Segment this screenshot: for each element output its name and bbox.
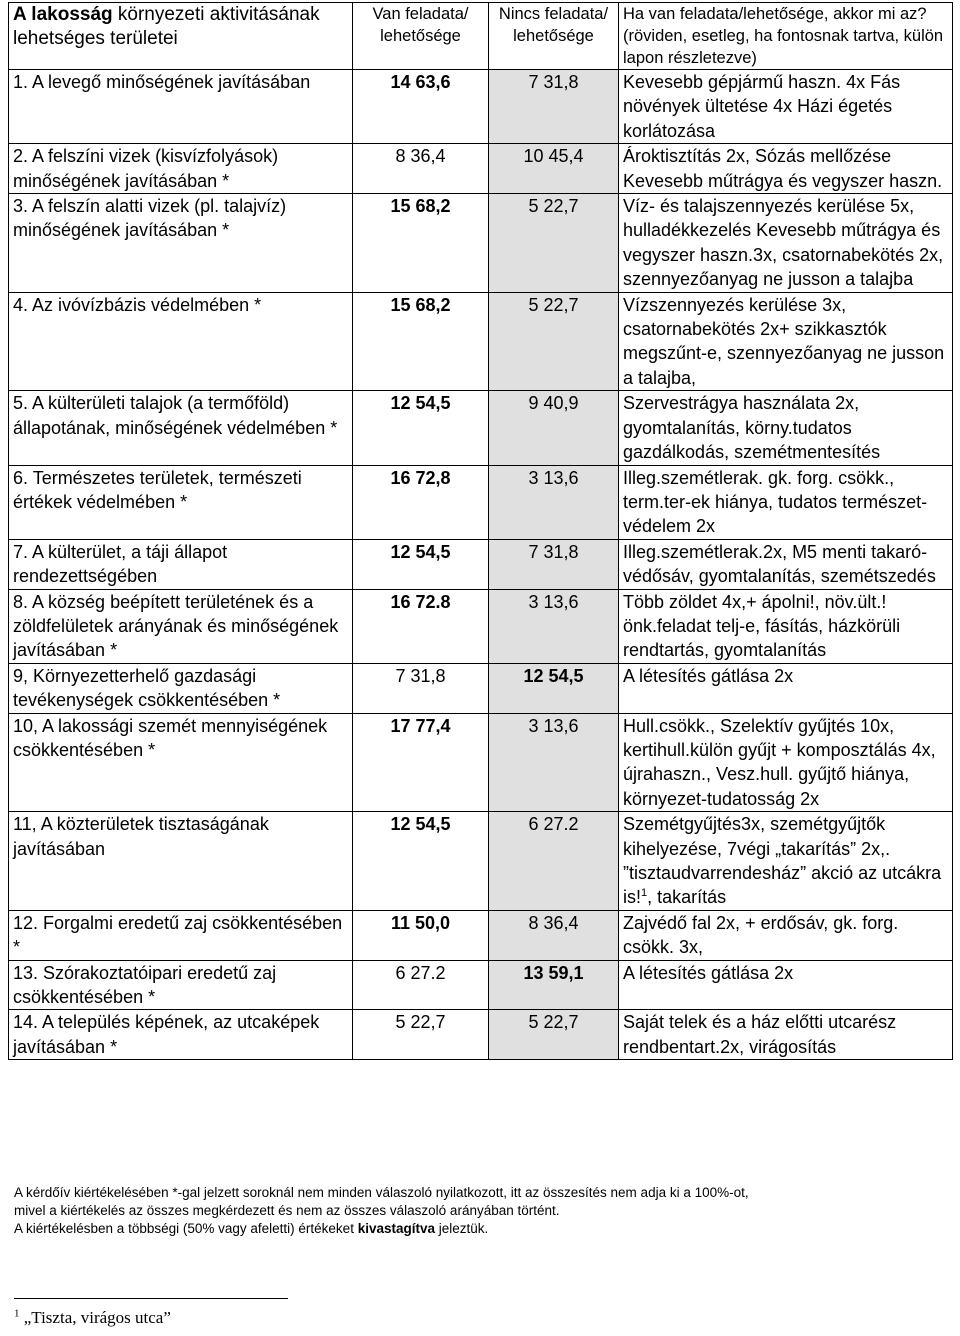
detail-cell-text: Szervestrágya használata 2x, gyomtalanítás, körny.tudatos gazdálkodás, szemétmentesítés xyxy=(623,393,881,463)
table-row xyxy=(9,539,953,589)
area-cell-text: 9, Környezetterhelő gazdasági tevékenységek csökkentésében * xyxy=(13,665,281,711)
has-task-cell-text: 16 72.8 xyxy=(390,591,451,612)
detail-cell xyxy=(619,539,953,589)
has-task-cell xyxy=(353,70,489,144)
has-task-cell xyxy=(353,960,489,1010)
evaluation-notes xyxy=(14,1184,944,1238)
area-cell xyxy=(9,292,353,391)
table-row xyxy=(9,663,953,713)
no-task-cell-text: 7 31,8 xyxy=(528,541,579,562)
has-task-cell xyxy=(353,663,489,713)
has-task-cell xyxy=(353,465,489,539)
has-task-cell xyxy=(353,292,489,391)
detail-cell-text: Kevesebb gépjármű haszn. 4x Fás növények ültetése 4x Házi égetés korlátozása xyxy=(623,72,901,141)
no-task-cell xyxy=(489,812,619,911)
detail-cell xyxy=(619,194,953,293)
no-task-cell-text: 3 13,6 xyxy=(528,591,579,612)
area-cell-text: 2. A felszíni vizek (kisvízfolyások) minőségének javításában * xyxy=(13,146,279,191)
detail-cell-text: Vízszennyezés kerülése 3x, csatornabekötés 2x+ szikkasztók megszűnt-e, szennyezőanyag ne jusson a talajba, xyxy=(623,294,945,388)
footnote-ref: 1 xyxy=(641,887,648,900)
detail-cell-text: Illeg.szemétlerak.2x, M5 menti takaró-védősáv, gyomtalanítás, szemétszedés xyxy=(623,541,936,587)
area-cell-text: 1. A levegő minőségének javításában xyxy=(13,72,311,92)
has-task-cell-text: 11 50,0 xyxy=(390,912,451,933)
has-task-cell-text: 12 54,5 xyxy=(390,814,451,835)
note-line-1: A kérdőív kiértékelésében *-gal jelzett soroknál nem minden válaszoló nyilatkozott, itt az összesítés nem adja ki a 100%-ot, xyxy=(14,1185,749,1200)
detail-cell-text: Zajvédő fal 2x, + erdősáv, gk. forg. csökk. 3x, xyxy=(623,912,899,958)
no-task-cell xyxy=(489,960,619,1010)
table-row xyxy=(9,194,953,293)
area-cell xyxy=(9,960,353,1010)
footnote-text: „Tiszta, virágos utca” xyxy=(23,1308,171,1327)
has-task-cell-text: 15 68,2 xyxy=(390,294,451,315)
detail-cell xyxy=(619,663,953,713)
detail-cell-text: Több zöldet 4x,+ ápolni!, növ.ült.! önk.feladat telj-e, fásítás, házkörüli rendtartás, gyomtalanítás xyxy=(623,591,901,661)
no-task-cell xyxy=(489,465,619,539)
area-cell-text: 6. Természetes területek, természeti értékek védelmében * xyxy=(13,467,302,512)
table-row xyxy=(9,1010,953,1060)
area-cell-text: 4. Az ivóvízbázis védelmében * xyxy=(13,294,262,315)
no-task-cell xyxy=(489,391,619,465)
area-cell xyxy=(9,144,353,194)
footnote-mark: 1 xyxy=(14,1307,20,1320)
has-task-cell-text: 17 77,4 xyxy=(390,715,451,736)
no-task-cell-text: 9 40,9 xyxy=(528,393,579,414)
header-row xyxy=(9,3,953,70)
table-row xyxy=(9,960,953,1010)
has-task-cell xyxy=(353,1010,489,1060)
header-no-task: Nincs feladata/ lehetősége xyxy=(489,3,619,70)
area-cell xyxy=(9,1010,353,1060)
detail-cell xyxy=(619,70,953,144)
area-cell xyxy=(9,391,353,465)
detail-cell-text: A létesítés gátlása 2x xyxy=(623,665,794,686)
has-task-cell-text: 12 54,5 xyxy=(390,541,451,562)
no-task-cell-text: 3 13,6 xyxy=(528,467,579,488)
header-area xyxy=(9,3,353,70)
has-task-cell xyxy=(353,391,489,465)
table-row xyxy=(9,465,953,539)
has-task-cell xyxy=(353,812,489,911)
detail-cell-text: Szemétgyűjtés3x, szemétgyűjtők kihelyezése, 7végi „takarítás” 2x,. ”tisztaudvarrendesház” akció az utcákra is! xyxy=(623,814,942,908)
has-task-cell xyxy=(353,910,489,960)
table-row xyxy=(9,292,953,391)
no-task-cell-text: 8 36,4 xyxy=(528,912,579,933)
has-task-cell-text: 16 72,8 xyxy=(390,467,451,488)
no-task-cell xyxy=(489,713,619,812)
detail-cell xyxy=(619,144,953,194)
detail-cell xyxy=(619,589,953,663)
note-line-3-bold: kivastagítva xyxy=(357,1221,435,1236)
detail-cell xyxy=(619,465,953,539)
has-task-cell xyxy=(353,539,489,589)
detail-cell xyxy=(619,1010,953,1060)
header-area-rest: környezeti aktivitásának lehetséges területei xyxy=(13,4,320,50)
area-cell xyxy=(9,663,353,713)
note-line-2: mivel a kiértékelés az összes megkérdezett és nem az összes válaszoló arányában történt. xyxy=(14,1203,560,1218)
has-task-cell xyxy=(353,589,489,663)
footnote-separator xyxy=(14,1298,288,1299)
has-task-cell xyxy=(353,144,489,194)
area-cell xyxy=(9,589,353,663)
no-task-cell xyxy=(489,292,619,391)
area-cell xyxy=(9,910,353,960)
table-row xyxy=(9,391,953,465)
no-task-cell xyxy=(489,70,619,144)
no-task-cell xyxy=(489,663,619,713)
no-task-cell-text: 6 27.2 xyxy=(528,814,579,835)
has-task-cell-text: 8 36,4 xyxy=(395,146,446,167)
no-task-cell xyxy=(489,589,619,663)
table-row xyxy=(9,144,953,194)
header-details: Ha van feladata/lehetősége, akkor mi az? (röviden, esetleg, ha fontosnak tartva, külön lapon részletezve) xyxy=(619,3,953,70)
no-task-cell-text: 5 22,7 xyxy=(528,1012,579,1033)
has-task-cell-text: 14 63,6 xyxy=(390,72,451,92)
area-cell-text: 5. A külterületi talajok (a termőföld) állapotának, minőségének védelmében * xyxy=(13,393,338,438)
area-cell-text: 7. A külterület, a táji állapot rendezettségében xyxy=(13,541,228,587)
detail-cell xyxy=(619,812,953,911)
table-row xyxy=(9,713,953,812)
detail-cell-text: Ároktisztítás 2x, Sózás mellőzése Kevesebb műtrágya és vegyszer haszn. xyxy=(623,146,943,191)
area-cell xyxy=(9,713,353,812)
note-line-3-pre: A kiértékelésben a többségi (50% vagy afeletti) értékeket xyxy=(14,1221,358,1236)
no-task-cell-text: 7 31,8 xyxy=(528,72,579,92)
has-task-cell xyxy=(353,194,489,293)
area-cell-text: 13. Szórakoztatóipari eredetű zaj csökkentésében * xyxy=(13,962,277,1008)
area-cell xyxy=(9,539,353,589)
detail-cell-text: Illeg.szemétlerak. gk. forg. csökk., term.ter-ek hiánya, tudatos természet-védelem 2x xyxy=(623,467,928,537)
area-cell-text: 11, A közterületek tisztaságának javításában xyxy=(13,814,269,859)
table-row xyxy=(9,812,953,911)
detail-cell xyxy=(619,960,953,1010)
no-task-cell xyxy=(489,144,619,194)
header-has-task: Van feladata/ lehetősége xyxy=(353,3,489,70)
note-line-3 xyxy=(14,1220,944,1238)
table-row xyxy=(9,589,953,663)
area-cell xyxy=(9,194,353,293)
has-task-cell-text: 12 54,5 xyxy=(390,393,451,414)
has-task-cell-text: 7 31,8 xyxy=(395,665,446,686)
area-cell-text: 14. A település képének, az utcaképek javításában * xyxy=(13,1012,320,1057)
no-task-cell xyxy=(489,194,619,293)
no-task-cell-text: 13 59,1 xyxy=(523,962,584,983)
detail-cell xyxy=(619,910,953,960)
no-task-cell xyxy=(489,539,619,589)
no-task-cell-text: 5 22,7 xyxy=(528,294,579,315)
detail-cell xyxy=(619,713,953,812)
detail-cell-text: Hull.csökk., Szelektív gyűjtés 10x, kertihull.külön gyűjt + komposztálás 4x, újrahaszn., Vesz.hull. gyűjtő hiánya, környezet-tudatosság 2x xyxy=(623,715,936,809)
has-task-cell xyxy=(353,713,489,812)
has-task-cell-text: 6 27.2 xyxy=(395,962,446,983)
no-task-cell-text: 5 22,7 xyxy=(528,196,579,217)
area-cell-text: 12. Forgalmi eredetű zaj csökkentésében * xyxy=(13,912,343,958)
area-cell-text: 10, A lakossági szemét mennyiségének csökkentésében * xyxy=(13,715,328,760)
detail-cell-text: A létesítés gátlása 2x xyxy=(623,962,794,983)
no-task-cell xyxy=(489,910,619,960)
area-cell xyxy=(9,465,353,539)
note-line-3-post: jeleztük. xyxy=(435,1221,489,1236)
survey-table xyxy=(8,2,953,1060)
detail-cell xyxy=(619,391,953,465)
no-task-cell-text: 10 45,4 xyxy=(523,146,584,167)
detail-cell xyxy=(619,292,953,391)
header-area-bold: A lakosság xyxy=(13,4,113,25)
detail-after-text: , takarítás xyxy=(647,887,727,908)
has-task-cell-text: 5 22,7 xyxy=(395,1012,446,1033)
detail-cell-text: Víz- és talajszennyezés kerülése 5x, hulladékkezelés Kevesebb műtrágya és vegyszer haszn.3x, csatornabekötés 2x, szennyezőanyag ne jusson a talajba xyxy=(623,196,944,290)
area-cell-text: 8. A község beépített területének és a zöldfelületek arányának és minőségének javításában * xyxy=(13,591,339,661)
area-cell-text: 3. A felszín alatti vizek (pl. talajvíz) minőségének javításában * xyxy=(13,196,287,241)
table-row xyxy=(9,910,953,960)
detail-cell-text: Saját telek és a ház előtti utcarész rendbentart.2x, virágosítás xyxy=(623,1012,897,1057)
table-row xyxy=(9,70,953,144)
has-task-cell-text: 15 68,2 xyxy=(390,196,451,217)
no-task-cell-text: 3 13,6 xyxy=(528,715,579,736)
area-cell xyxy=(9,70,353,144)
no-task-cell xyxy=(489,1010,619,1060)
no-task-cell-text: 12 54,5 xyxy=(523,665,584,686)
area-cell xyxy=(9,812,353,911)
footnote xyxy=(14,1308,171,1328)
